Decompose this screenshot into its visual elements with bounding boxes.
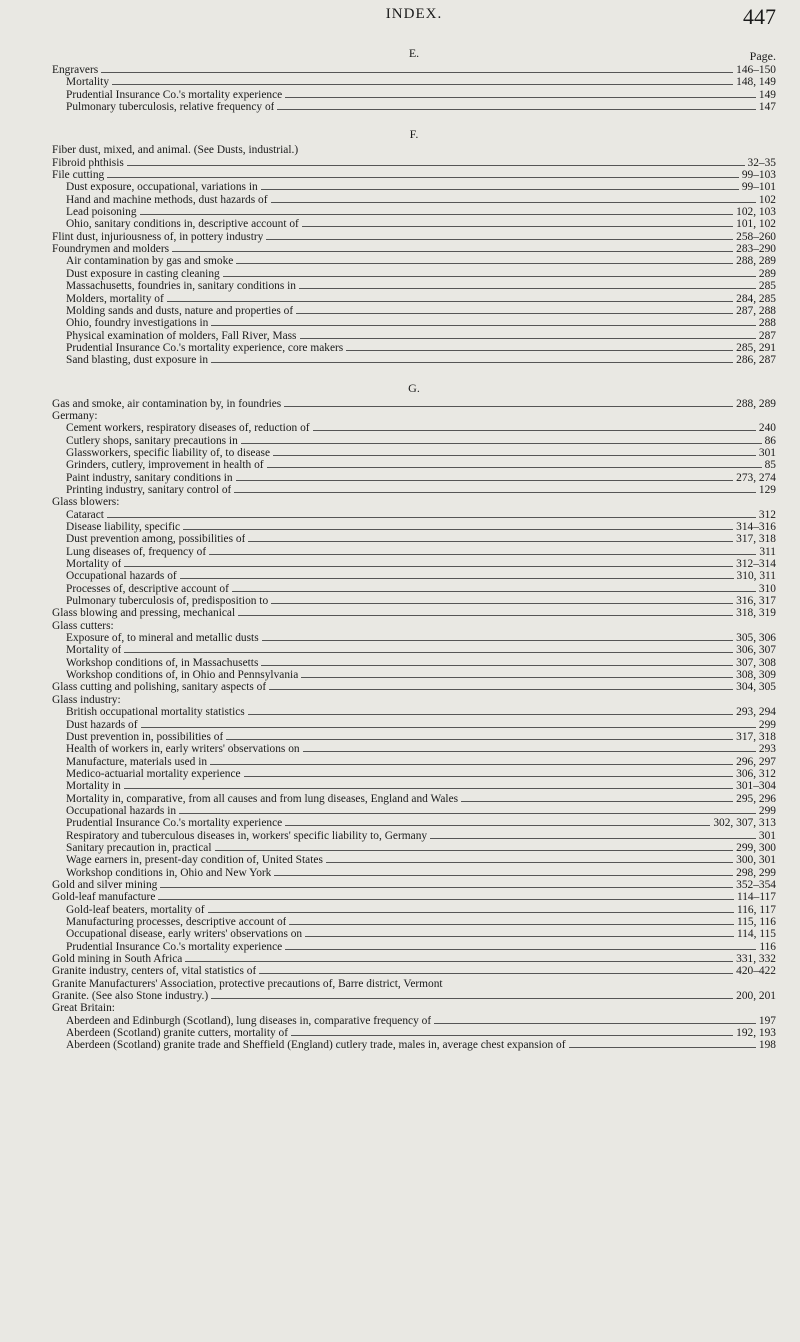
entry-text: Massachusetts, foundries in, sanitary conditions in (66, 280, 296, 293)
entry-page: 301–304 (736, 780, 776, 793)
leader-line (180, 578, 734, 579)
index-entry (52, 194, 776, 206)
entry-text: Lung diseases of, frequency of (66, 545, 207, 558)
index-entry (52, 1039, 776, 1051)
entry-page: 288, 289 (736, 397, 776, 410)
page-title: INDEX. (385, 6, 443, 22)
entry-text: Fibroid phthisis (52, 156, 124, 169)
index-entry (52, 965, 776, 977)
entry-text: Mortality of (66, 644, 122, 657)
index-entry (52, 169, 776, 181)
leader-line (226, 739, 733, 740)
index-entry (52, 447, 776, 459)
index-entry (52, 854, 776, 866)
index-entry (52, 928, 776, 940)
leader-line (158, 899, 734, 900)
index-entry (52, 181, 776, 193)
index-entry (52, 632, 776, 644)
entry-text: Ohio, sanitary conditions in, descriptive account of (66, 218, 299, 231)
leader-line (234, 492, 756, 493)
entry-text: Cutlery shops, sanitary precautions in (66, 434, 238, 447)
entry-page: 302, 307, 313 (713, 817, 776, 830)
index-entry (52, 101, 776, 113)
leader-line (271, 202, 756, 203)
entry-text: Cement workers, respiratory diseases of, reduction of (66, 422, 310, 435)
entry-text: Foundrymen and molders (52, 243, 170, 256)
leader-line (262, 640, 733, 641)
entry-text: Aberdeen (Scotland) granite cutters, mortality of (66, 1027, 289, 1040)
index-entry (52, 305, 776, 317)
index-section (52, 381, 776, 1052)
leader-line (299, 288, 756, 289)
section-letter: G. (408, 380, 420, 395)
leader-line (261, 665, 733, 666)
entry-text: Molders, mortality of (66, 292, 164, 305)
entry-text: Air contamination by gas and smoke (66, 255, 234, 268)
leader-line (107, 177, 739, 178)
index-entry (52, 509, 776, 521)
leader-line (277, 109, 755, 110)
entry-page: 293 (758, 743, 776, 756)
leader-line (269, 689, 733, 690)
leader-line (326, 862, 733, 863)
entry-page: 312 (758, 508, 776, 521)
leader-line (215, 850, 734, 851)
index-entry (52, 435, 776, 447)
entry-text: Dust exposure, occupational, variations in (66, 181, 258, 194)
entry-text: Flint dust, injuriousness of, in pottery industry (52, 230, 264, 243)
entry-text: Granite Manufacturers' Association, protective precautions of, Barre district, Vermont (52, 977, 443, 990)
entry-text: Processes of, descriptive account of (66, 582, 229, 595)
leader-line (208, 912, 734, 913)
entry-text: Great Britain: (52, 1002, 115, 1015)
entry-text: Fiber dust, mixed, and animal. (See Dusts, industrial.) (52, 144, 299, 157)
entry-text: Grinders, cutlery, improvement in health of (66, 459, 264, 472)
leader-line (261, 189, 739, 190)
leader-line (461, 801, 733, 802)
index-entry (52, 1015, 776, 1027)
entry-text: Granite. (See also Stone industry.) (52, 990, 209, 1003)
leader-line (273, 455, 756, 456)
entry-text: Mortality in, comparative, from all causes and from lung diseases, England and Wales (66, 792, 459, 805)
entry-page: 317, 318 (736, 730, 776, 743)
index-sections (52, 46, 776, 1052)
entry-text: Mortality of (66, 558, 122, 571)
leader-line (285, 97, 756, 98)
leader-line (124, 652, 733, 653)
entry-page: 305, 306 (736, 632, 776, 645)
entry-page: 312–314 (736, 558, 776, 571)
entry-page: 317, 318 (736, 533, 776, 546)
index-entry (52, 768, 776, 780)
entry-text: Workshop conditions in, Ohio and New York (66, 866, 272, 879)
index-entry (52, 904, 776, 916)
leader-line (140, 214, 734, 215)
entry-text: Respiratory and tuberculous diseases in, workers' specific liability to, Germany (66, 829, 428, 842)
entry-page: 86 (764, 434, 776, 447)
entry-page: 115, 116 (736, 916, 776, 928)
entry-page: 287, 288 (736, 304, 776, 317)
leader-line (434, 1023, 756, 1024)
leader-line (124, 788, 733, 789)
entry-page: 147 (758, 101, 776, 114)
leader-line (284, 406, 733, 407)
index-entry (52, 607, 776, 619)
entry-text: Prudential Insurance Co.'s mortality experience, core makers (66, 341, 344, 354)
leader-line (271, 603, 733, 604)
entry-page: 307, 308 (736, 656, 776, 669)
entry-page: 299 (758, 718, 776, 731)
leader-line (112, 84, 733, 85)
entry-text: Gold-leaf manufacture (52, 891, 156, 904)
entry-text: Gold and silver mining (52, 878, 158, 891)
index-entry (52, 731, 776, 743)
index-entry (52, 243, 776, 255)
entry-page: 102, 103 (736, 206, 776, 219)
leader-line (179, 813, 756, 814)
leader-line (430, 838, 756, 839)
entry-page: 99–103 (741, 169, 776, 182)
index-entry (52, 533, 776, 545)
index-entry (52, 657, 776, 669)
leader-line (211, 325, 756, 326)
index-entry (52, 1002, 776, 1014)
entry-text: Cataract (66, 508, 104, 521)
index-entry (52, 570, 776, 582)
leader-line (267, 467, 762, 468)
leader-line (211, 362, 733, 363)
index-entry (52, 681, 776, 693)
index-entry (52, 410, 776, 422)
entry-page: 300, 301 (736, 854, 776, 867)
entry-page: 288, 289 (736, 255, 776, 268)
entry-page: 198 (758, 1039, 776, 1052)
section-letter: F. (409, 127, 419, 142)
entry-text: Prudential Insurance Co.'s mortality experience (66, 817, 283, 830)
entry-page: 301 (758, 446, 776, 459)
leader-line (127, 165, 745, 166)
leader-line (303, 751, 756, 752)
index-entry (52, 280, 776, 292)
leader-line (300, 338, 756, 339)
entry-page: 85 (764, 459, 776, 472)
entry-page: 285 (758, 280, 776, 293)
leader-line (209, 554, 756, 555)
index-entry (52, 830, 776, 842)
entry-page: 310 (758, 582, 776, 595)
entry-page: 331, 332 (736, 953, 776, 966)
entry-text: Health of workers in, early writers' observations on (66, 743, 300, 756)
index-entry (52, 472, 776, 484)
leader-line (274, 875, 733, 876)
entry-text: Glassworkers, specific liability of, to disease (66, 446, 271, 459)
leader-line (232, 591, 756, 592)
entry-text: Lead poisoning (66, 206, 137, 219)
index-entry (52, 255, 776, 267)
index-entry (52, 330, 776, 342)
entry-text: Dust prevention in, possibilities of (66, 730, 224, 743)
entry-page: 311 (759, 545, 776, 558)
index-entry (52, 793, 776, 805)
entry-text: Glass cutters: (52, 619, 114, 632)
index-entry (52, 342, 776, 354)
index-entry (52, 694, 776, 706)
entry-text: Exposure of, to mineral and metallic dusts (66, 632, 259, 645)
entry-text: Dust prevention among, possibilities of (66, 533, 246, 546)
entry-text: Paint industry, sanitary conditions in (66, 471, 233, 484)
entry-text: Hand and machine methods, dust hazards of (66, 193, 268, 206)
entry-page: 295, 296 (736, 792, 776, 805)
index-entry (52, 620, 776, 632)
entry-text: Aberdeen and Edinburgh (Scotland), lung diseases in, comparative frequency of (66, 1014, 432, 1027)
index-entry (52, 669, 776, 681)
index-entry (52, 268, 776, 280)
entry-text: Gold-leaf beaters, mortality of (66, 903, 205, 916)
leader-line (238, 615, 733, 616)
section-letter: E. (408, 46, 420, 60)
index-entry (52, 867, 776, 879)
leader-line (172, 251, 733, 252)
entry-page: 258–260 (736, 230, 776, 243)
entry-text: Workshop conditions of, in Ohio and Pennsylvania (66, 669, 299, 682)
entry-text: Molding sands and dusts, nature and properties of (66, 304, 294, 317)
index-entry (52, 459, 776, 471)
leader-line (291, 1035, 733, 1036)
index-entry (52, 780, 776, 792)
leader-line (313, 430, 756, 431)
leader-line (210, 764, 733, 765)
entry-page: 304, 305 (736, 681, 776, 694)
index-entry (52, 743, 776, 755)
index-entry (52, 941, 776, 953)
entry-text: Occupational hazards in (66, 804, 177, 817)
entry-page: 283–290 (736, 243, 776, 256)
entry-page: 310, 311 (736, 570, 776, 583)
entry-page: 288 (758, 317, 776, 330)
index-entry (52, 484, 776, 496)
entry-page: 299, 300 (736, 841, 776, 854)
entry-text: Dust exposure in casting cleaning (66, 267, 220, 280)
entry-page: 299 (758, 804, 776, 817)
index-entry (52, 64, 776, 76)
entry-page: 352–354 (736, 878, 776, 891)
leader-line (301, 677, 733, 678)
entry-page: 306, 312 (736, 767, 776, 780)
index-entry (52, 990, 776, 1002)
entry-page: 146–150 (736, 64, 776, 76)
leader-line (107, 517, 756, 518)
entry-text: Printing industry, sanitary control of (66, 483, 232, 496)
entry-text: Sand blasting, dust exposure in (66, 354, 209, 367)
entry-page: 314–316 (736, 521, 776, 533)
index-entry (52, 879, 776, 891)
index-entry (52, 805, 776, 817)
index-entry (52, 953, 776, 965)
entry-text: Workshop conditions of, in Massachusetts (66, 656, 259, 669)
entry-page: 116 (759, 940, 776, 953)
entry-page: 192, 193 (736, 1027, 776, 1040)
entry-page: 286, 287 (736, 354, 776, 367)
index-entry (52, 706, 776, 718)
index-section (52, 127, 776, 366)
entry-page: 240 (758, 422, 776, 435)
leader-line (167, 301, 733, 302)
leader-line (302, 226, 733, 227)
entry-text: Occupational disease, early writers' observations on (66, 928, 303, 941)
entry-text: Wage earners in, present-day condition of, United States (66, 854, 323, 867)
index-entry (52, 978, 776, 990)
entry-page: 32–35 (747, 156, 776, 169)
entry-page: 287 (758, 329, 776, 342)
entry-text: Physical examination of molders, Fall River, Mass (66, 329, 297, 342)
leader-line (346, 350, 733, 351)
index-entry (52, 817, 776, 829)
entry-page: 318, 319 (736, 607, 776, 620)
index-entry (52, 157, 776, 169)
index-entry (52, 644, 776, 656)
index-entry (52, 1027, 776, 1039)
index-entry (52, 206, 776, 218)
entry-text: Aberdeen (Scotland) granite trade and Sheffield (England) cutlery trade, males in, average chest expansion of (66, 1039, 566, 1052)
entry-page: 301 (758, 829, 776, 842)
leader-line (141, 727, 756, 728)
leader-line (236, 480, 733, 481)
leader-line (160, 887, 733, 888)
entry-text: British occupational mortality statistics (66, 706, 245, 719)
index-entry (52, 144, 776, 156)
entry-page: 284, 285 (736, 292, 776, 305)
index-entry (52, 218, 776, 230)
entry-page: 273, 274 (736, 471, 776, 484)
entry-text: Mortality in (66, 780, 121, 793)
entry-text: Manufacture, materials used in (66, 755, 208, 768)
index-entry (52, 558, 776, 570)
entry-page: 289 (758, 267, 776, 280)
page-header (52, 6, 776, 40)
leader-line (259, 973, 733, 974)
index-entry (52, 398, 776, 410)
entry-page: 148, 149 (736, 76, 776, 89)
page-column-label: Page. (749, 49, 776, 63)
entry-page: 316, 317 (736, 595, 776, 608)
entry-page: 293, 294 (736, 706, 776, 719)
entry-text: Germany: (52, 409, 98, 422)
entry-text: Glass blowers: (52, 496, 120, 509)
index-entry (52, 496, 776, 508)
leader-line (124, 566, 733, 567)
leader-line (296, 313, 733, 314)
entry-text: Sanitary precaution in, practical (66, 841, 212, 854)
index-entry (52, 916, 776, 928)
entry-page: 116, 117 (736, 903, 776, 916)
entry-text: Dust hazards of (66, 718, 138, 731)
entry-page: 101, 102 (736, 218, 776, 231)
entry-text: Pulmonary tuberculosis, relative frequency of (66, 101, 275, 114)
leader-line (305, 936, 734, 937)
index-entry (52, 546, 776, 558)
entry-text: Granite industry, centers of, vital statistics of (52, 965, 257, 978)
entry-text: Engravers (52, 64, 99, 76)
entry-page: 200, 201 (736, 990, 776, 1003)
leader-line (248, 541, 733, 542)
entry-page: 308, 309 (736, 669, 776, 682)
entry-text: Mortality (66, 76, 110, 89)
entry-text: Ohio, foundry investigations in (66, 317, 209, 330)
index-section (52, 46, 776, 113)
index-entry (52, 595, 776, 607)
index-entry (52, 583, 776, 595)
index-entry (52, 842, 776, 854)
entry-page: 298, 299 (736, 866, 776, 879)
entry-text: Glass cutting and polishing, sanitary aspects of (52, 681, 267, 694)
entry-text: Manufacturing processes, descriptive account of (66, 916, 287, 928)
entry-page: 114, 115 (736, 928, 776, 941)
index-entry (52, 521, 776, 533)
leader-line (236, 263, 733, 264)
entry-page: 285, 291 (736, 341, 776, 354)
entry-page: 129 (758, 483, 776, 496)
index-page (52, 6, 776, 1066)
page-number: 447 (743, 4, 776, 29)
entry-page: 149 (758, 88, 776, 101)
leader-line (266, 239, 733, 240)
entry-page: 420–422 (736, 965, 776, 978)
leader-line (289, 924, 734, 925)
leader-line (211, 998, 733, 999)
entry-page: 306, 307 (736, 644, 776, 657)
leader-line (183, 529, 733, 530)
index-entry (52, 89, 776, 101)
leader-line (185, 961, 733, 962)
index-entry (52, 317, 776, 329)
leader-line (101, 72, 733, 73)
leader-line (285, 949, 756, 950)
entry-text: File cutting (52, 169, 105, 182)
entry-text: Medico-actuarial mortality experience (66, 767, 241, 780)
entry-text: Prudential Insurance Co.'s mortality experience (66, 88, 283, 101)
leader-line (569, 1047, 756, 1048)
index-entry (52, 756, 776, 768)
entry-page: 296, 297 (736, 755, 776, 768)
index-entry (52, 891, 776, 903)
entry-page: 197 (758, 1014, 776, 1027)
entry-page: 114–117 (736, 891, 776, 904)
entry-page: 102 (758, 193, 776, 206)
index-entry (52, 719, 776, 731)
index-entry (52, 231, 776, 243)
entry-text: Glass blowing and pressing, mechanical (52, 607, 236, 620)
entry-page: 99–101 (741, 181, 776, 194)
leader-line (248, 714, 733, 715)
entry-text: Disease liability, specific (66, 521, 181, 533)
entry-text: Pulmonary tuberculosis of, predisposition to (66, 595, 269, 608)
index-entry (52, 293, 776, 305)
index-entry (52, 422, 776, 434)
leader-line (241, 443, 762, 444)
leader-line (285, 825, 710, 826)
index-entry (52, 354, 776, 366)
entry-text: Prudential Insurance Co.'s mortality experience (66, 940, 283, 953)
entry-text: Glass industry: (52, 693, 121, 706)
leader-line (223, 276, 756, 277)
entry-text: Gold mining in South Africa (52, 953, 183, 966)
index-entry (52, 76, 776, 88)
entry-text: Gas and smoke, air contamination by, in foundries (52, 397, 282, 410)
leader-line (244, 776, 734, 777)
entry-text: Occupational hazards of (66, 570, 177, 583)
